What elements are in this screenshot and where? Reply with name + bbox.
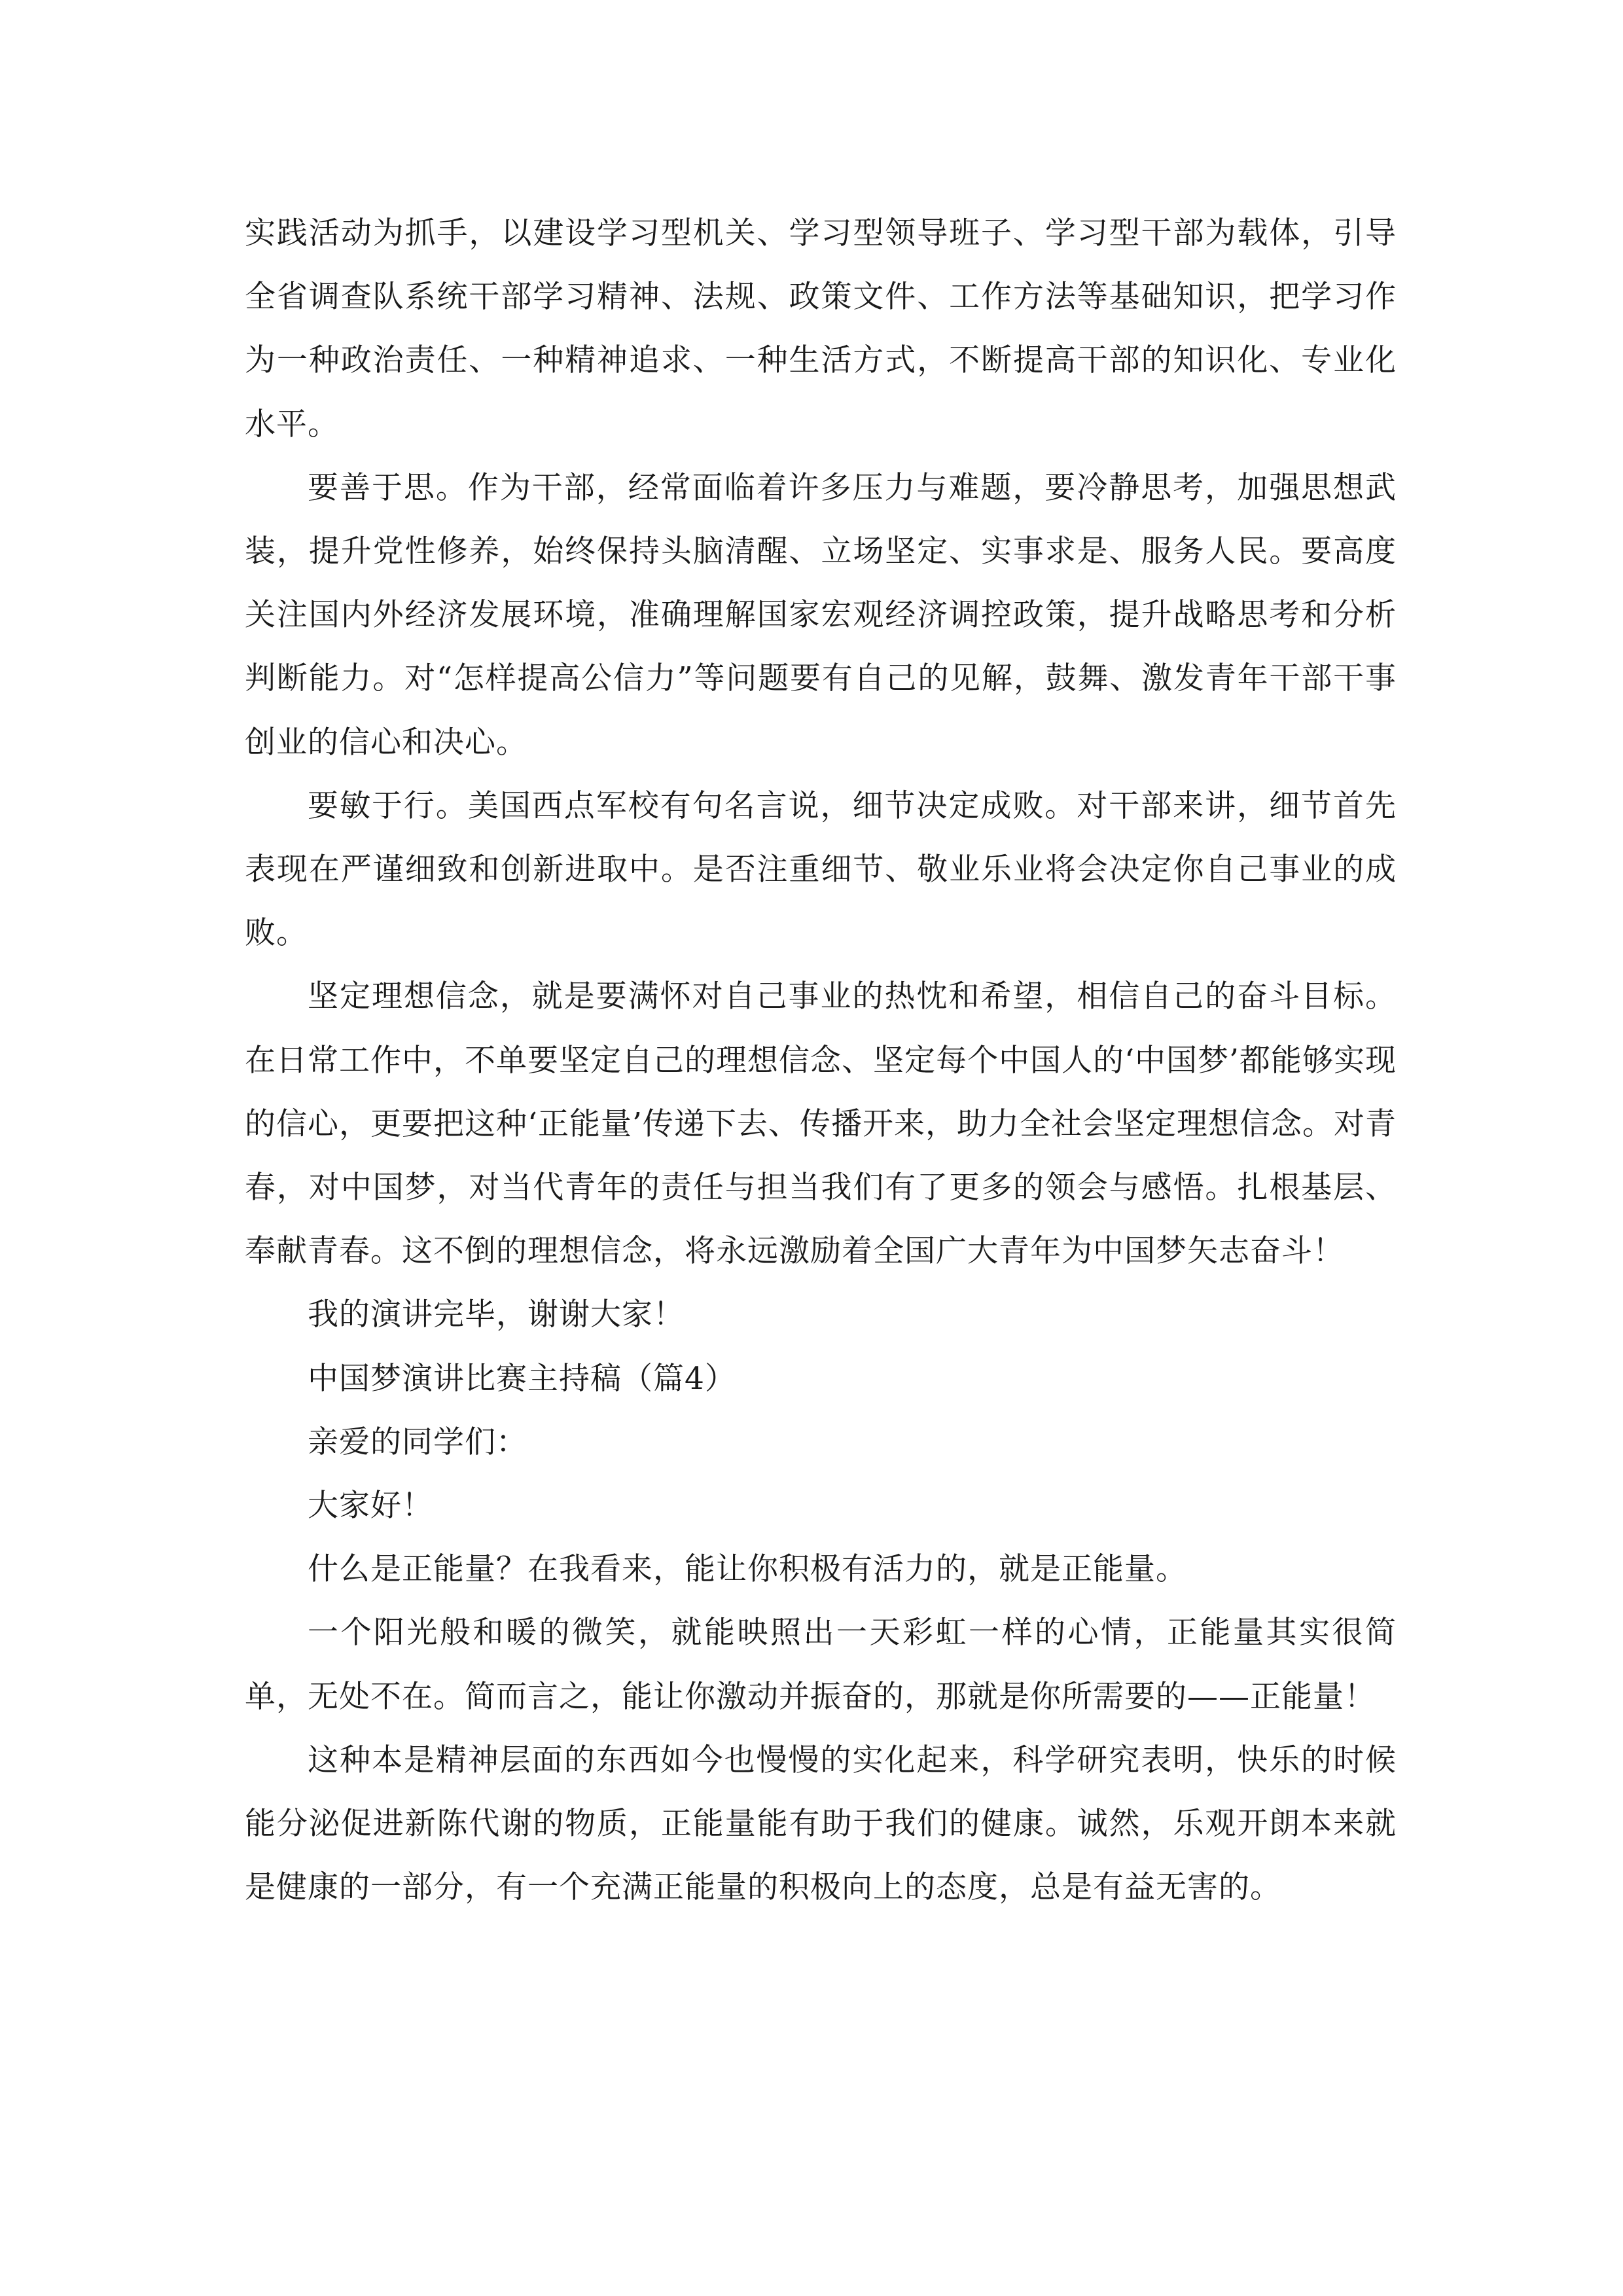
salutation: 亲爱的同学们： [308,1424,527,1460]
paragraph-act: 要敏于行。美国西点军校有句名言说，细节决定成败。对干部来讲，细节首先表现在严谨细致和创新进取中。是否注重细节、敬业乐业将会决定你自己事业的成败。 [245,787,1397,952]
paragraph-continuation: 实践活动为抓手，以建设学习型机关、学习型领导班子、学习型干部为载体，引导全省调查队系统干部学习精神、法规、政策文件、工作方法等基础知识，把学习作为一种政治责任、一种精神追求、一种生活方式，不断提高干部的知识化、专业化水平。 [245,215,1397,442]
section-heading: 中国梦演讲比赛主持稿（篇4） [308,1360,736,1397]
paragraph-question: 什么是正能量？在我看来，能让你积极有活力的，就是正能量。 [308,1551,1187,1588]
paragraph-think: 要善于思。作为干部，经常面临着许多压力与难题，要冷静思考，加强思想武装，提升党性修养，始终保持头脑清醒、立场坚定、实事求是、服务人民。要高度关注国内外经济发展环境，准确理解国家宏观经济调控政策，提升战略思考和分析判断能力。对“怎样提高公信力”等问题要有自己的见解，鼓舞、激发青年干部干事创业的信心和决心。 [245,469,1397,761]
document-body [245,202,1397,1919]
paragraph-closing: 我的演讲完毕，谢谢大家！ [308,1297,685,1333]
paragraph-ideals: 坚定理想信念，就是要满怀对自己事业的热忱和希望，相信自己的奋斗目标。在日常工作中，不单要坚定自己的理想信念、坚定每个中国人的‘中国梦’都能够实现的信心，更要把这种‘正能量’传递下去、传播开来，助力全社会坚定理想信念。对青春，对中国梦，对当代青年的责任与担当我们有了更多的领会与感悟。扎根基层、奉献青春。这不倒的理想信念，将永远激励着全国广大青年为中国梦矢志奋斗！ [245,978,1397,1270]
paragraph-smile: 一个阳光般和暖的微笑，就能映照出一天彩虹一样的心情，正能量其实很简单，无处不在。简而言之，能让你激动并振奋的，那就是你所需要的——正能量！ [245,1615,1397,1715]
greeting: 大家好！ [308,1488,433,1524]
paragraph-health: 这种本是精神层面的东西如今也慢慢的实化起来，科学研究表明，快乐的时候能分泌促进新陈代谢的物质，正能量能有助于我们的健康。诚然，乐观开朗本来就是健康的一部分，有一个充满正能量的积极向上的态度，总是有益无害的。 [245,1742,1397,1906]
